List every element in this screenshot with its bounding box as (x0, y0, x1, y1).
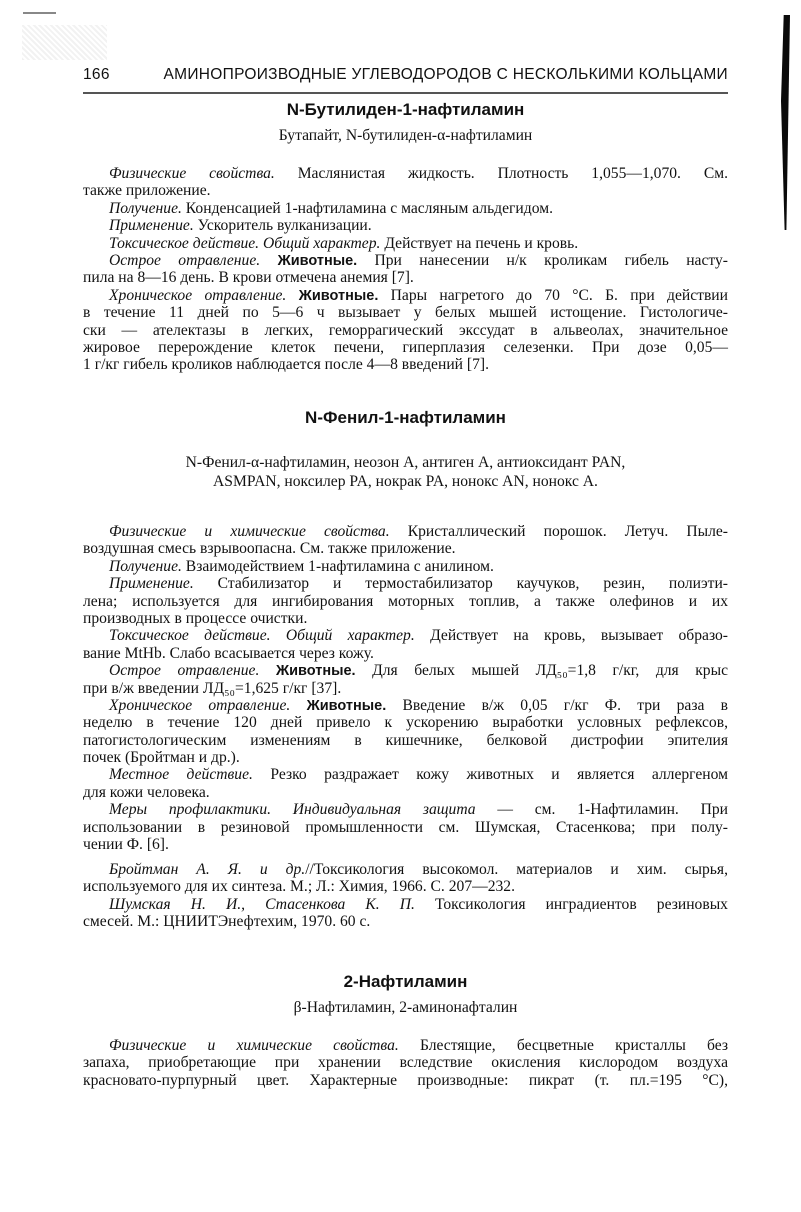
text-line (83, 593, 728, 610)
italic-run: Токсическое действие. Общий характер. (109, 627, 415, 645)
italic-run: Получение. (109, 557, 182, 575)
text-run: при в/ж введении ЛД₅₀=1,625 г/кг [37]. (83, 679, 342, 697)
italic-run: Шумская Н. И., Стасенкова К. П. (109, 895, 415, 913)
italic-run: Применение. (109, 217, 194, 235)
bold-run: Животные. (290, 697, 387, 714)
italic-run: Бройтман А. Я. и др. (109, 861, 306, 878)
text-line (83, 558, 728, 575)
italic-run: Местное действие. (109, 766, 253, 784)
text-run: вание MtHb. Слабо всасывается через кожу. (83, 644, 374, 662)
text-line (83, 749, 728, 766)
scan-artifact-line (23, 12, 56, 14)
text-run: производных в процессе очистки. (83, 609, 308, 627)
italic-run: Физические свойства. (109, 165, 275, 182)
text-line (83, 1054, 728, 1071)
text-run: для кожи человека. (83, 783, 210, 801)
section-body (83, 1037, 728, 1089)
text-run: в течение 11 дней по 5—6 ч вызывает у белых мышей истощение. Гистологиче- (83, 304, 728, 322)
italic-run: Хроническое отравление. (109, 286, 287, 304)
text-run: //Токсикология высокомол. материалов и хим. сырья, (305, 861, 728, 878)
text-line (83, 269, 728, 286)
text-run: Для белых мышей ЛД₅₀=1,8 г/кг, для крыс (355, 662, 728, 680)
text-line (83, 697, 728, 714)
text-line (83, 732, 728, 749)
text-line (83, 610, 728, 627)
text-run: Действует на печень и кровь. (380, 234, 579, 252)
text-line (83, 540, 728, 557)
text-line (83, 766, 728, 783)
text-run: почек (Бройтман и др.). (83, 749, 240, 767)
italic-run: Острое отравление. (109, 251, 261, 269)
text-run: Кристаллический порошок. Летуч. Пыле- (389, 523, 728, 540)
text-run: Взаимодействием 1-нафтиламина с анилином. (181, 557, 494, 575)
text-run: жировое перерождение клеток печени, гиперплазия селезенки. При дозе 0,05— (83, 338, 728, 356)
text-line (83, 896, 728, 913)
text-run: патогистологическим изменениям в кишечнике, белковой дистрофии эпителия (83, 731, 728, 749)
text-line (83, 252, 728, 269)
scan-artifact-speckle (22, 25, 107, 60)
italic-run: Физические и химические свойства. (109, 1037, 399, 1054)
text-line (83, 287, 728, 304)
text-run: Пары нагретого до 70 °С. Б. при действии (378, 286, 728, 304)
text-line (83, 217, 728, 234)
text-run: использовании в резиновой промышленности см. Шумская, Стасенкова; при полу- (83, 818, 728, 836)
text-run: Токсикология инградиентов резиновых (414, 895, 728, 913)
text-run: Резко раздражает кожу животных и является аллергеном (252, 766, 729, 784)
running-head (83, 64, 728, 86)
text-line (83, 861, 728, 878)
section-title: 2-Нафтиламин (343, 972, 468, 991)
text-line (83, 801, 728, 818)
text-run: чении Ф. [6]. (83, 836, 169, 854)
text-run: Конденсацией 1-нафтиламина с масляным альдегидом. (181, 199, 553, 217)
text-line (83, 627, 728, 644)
italic-run: Физические и химические свойства. (109, 523, 390, 540)
text-run: Стабилизатор и термостабилизатор каучуков, резин, полиэти- (193, 575, 728, 593)
italic-run: Меры профилактики. Индивидуальная защита (109, 801, 476, 819)
page-number: 166 (83, 66, 110, 83)
text-line (83, 645, 728, 662)
text-line (83, 714, 728, 731)
italic-run: Токсическое действие. Общий характер. (109, 234, 381, 252)
text-run: При нанесении н/к кроликам гибель насту- (357, 251, 728, 269)
text-line (83, 819, 728, 836)
section-body (83, 523, 728, 853)
section-synonyms: Бутапайт, N-бутилиден-α-нафтиламин (278, 127, 533, 144)
text-line (83, 878, 728, 895)
header-rule (83, 92, 728, 94)
bold-run: Животные. (286, 287, 379, 304)
text-line (83, 523, 728, 540)
italic-run: Получение. (109, 199, 182, 217)
text-run: смесей. М.: ЦНИИТЭнефтехим, 1970. 60 с. (83, 913, 371, 931)
text-run: запаха, приобретающие при хранении вследствие окисления кислородом воздуха (83, 1054, 728, 1072)
text-line (83, 165, 728, 182)
text-line (83, 322, 728, 339)
text-run: — см. 1-Нафтиламин. При (475, 801, 728, 819)
text-line (83, 356, 728, 373)
text-line (83, 200, 728, 217)
text-run: Введение в/ж 0,05 г/кг Ф. три раза в (386, 696, 728, 714)
italic-run: Острое отравление. (109, 662, 260, 680)
text-line (83, 304, 728, 321)
text-run: 1 г/кг гибель кроликов наблюдается после 4—8 введений [7]. (83, 356, 489, 374)
text-run: Блестящие, бесцветные кристаллы без (398, 1037, 728, 1054)
section-synonyms: N-Фенил-α-нафтиламин, неозон А, антиген А, антиоксидант PAN, (185, 454, 626, 471)
text-line (83, 339, 728, 356)
text-line (83, 680, 728, 697)
text-run: воздушная смесь взрывоопасна. См. также приложение. (83, 540, 456, 558)
text-run: пила на 8—16 день. В крови отмечена анемия [7]. (83, 269, 414, 287)
section-synonyms: ASMPAN, ноксилер PA, нокрак PA, нонокс AN, нонокс А. (213, 473, 598, 490)
bold-run: Животные. (259, 663, 356, 680)
section-title: N-Бутилиден-1-нафтиламин (286, 100, 525, 119)
text-line (83, 182, 728, 199)
text-line (83, 575, 728, 592)
text-run: красновато-пурпурный цвет. Характерные производные: пикрат (т. пл.=195 °С), (83, 1071, 728, 1089)
text-run: лена; используется для ингибирования моторных топлив, а также олефинов и их (83, 592, 728, 610)
section-synonyms: β-Нафтиламин, 2-аминонафталин (293, 999, 518, 1016)
text-line (83, 913, 728, 930)
italic-run: Применение. (109, 575, 194, 593)
text-run: Ускоритель вулканизации. (193, 217, 372, 235)
text-run: неделю в течение 120 дней привело к ускорению выработки условных рефлексов, (83, 714, 728, 732)
text-line (83, 662, 728, 679)
section-title: N-Фенил-1-нафтиламин (305, 408, 506, 427)
text-run: ски — ателектазы в легких, геморрагический экссудат в альвеолах, значительное (83, 321, 728, 339)
bold-run: Животные. (260, 252, 358, 269)
text-line (83, 784, 728, 801)
text-line (83, 1037, 728, 1054)
references (83, 861, 728, 931)
text-line (83, 1072, 728, 1089)
italic-run: Хроническое отравление. (109, 696, 291, 714)
text-run: также приложение. (83, 182, 211, 200)
running-head-title: АМИНОПРОИЗВОДНЫЕ УГЛЕВОДОРОДОВ С НЕСКОЛЬКИМИ КОЛЬЦАМИ (163, 66, 728, 83)
text-line (83, 235, 728, 252)
text-run: Действует на кровь, вызывает образо- (414, 627, 728, 645)
text-line (83, 836, 728, 853)
text-run: используемого для их синтеза. М.; Л.: Химия, 1966. С. 207—232. (83, 878, 515, 896)
section-body (83, 165, 728, 374)
text-run: Маслянистая жидкость. Плотность 1,055—1,070. См. (274, 165, 728, 182)
scan-edge-bar (781, 15, 790, 230)
